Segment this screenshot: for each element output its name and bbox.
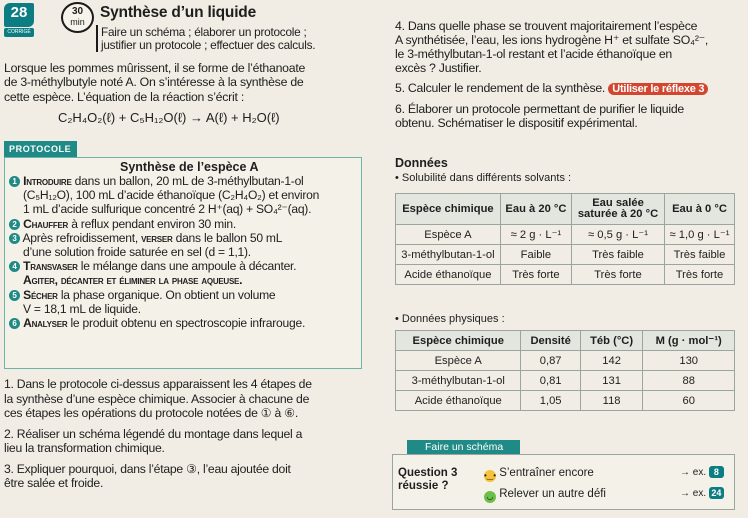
table-cell: 0,81 (521, 371, 580, 391)
table-cell: 131 (580, 371, 643, 391)
intro-line: Lorsque les pommes mûrissent, il se forme de l’éthanoate (4, 61, 306, 75)
step-verb: Chauffer (23, 216, 69, 231)
step-number: 1 (9, 176, 20, 187)
question-4: A synthétisée, l’eau, les ions hydrogène H⁺ et sulfate SO₄²⁻, (395, 33, 709, 47)
step-text: Après refroidissement, (22, 230, 138, 245)
table-row (396, 351, 735, 371)
page-title: Synthèse d’un liquide (100, 4, 256, 21)
reflex-badge[interactable]: Utiliser le réflexe 3 (608, 83, 708, 95)
table-cell: ≈ 1,0 g · L⁻¹ (665, 225, 735, 245)
step-text: dans le ballon 50 mL (175, 230, 283, 245)
exercise-label: CORRIGÉ (4, 28, 34, 37)
table-cell: Espèce A (396, 351, 521, 371)
table-cell: Très forte (500, 265, 571, 285)
table-header-row (396, 194, 735, 225)
step-5 (9, 288, 319, 302)
happy-face-icon: ◡ (484, 491, 496, 503)
timer-unit: min (70, 17, 85, 27)
table-cell: 130 (643, 351, 735, 371)
step-text: le produit obtenu en spectroscopie infrarouge. (70, 316, 306, 331)
intro-line: cette espèce. L’équation de la réaction s’écrit : (4, 89, 244, 104)
solubility-title: • Solubilité dans différents solvants : (395, 172, 572, 184)
table-header: Téb (°C) (580, 331, 643, 351)
neutral-face-icon: •‿• (484, 471, 497, 480)
table-header: Espèce chimique (396, 331, 521, 351)
step-verb: Sécher (23, 287, 58, 302)
step-verb: Introduire (23, 174, 72, 188)
table-cell: 60 (643, 391, 735, 411)
table-cell: 1,05 (521, 391, 580, 411)
physical-title: • Données physiques : (395, 313, 505, 325)
step-verb: Transvaser (23, 259, 78, 274)
question-5 (395, 81, 708, 96)
table-row (396, 265, 735, 285)
question-4: excès ? Justifier. (395, 61, 482, 75)
questions-left (4, 377, 312, 491)
exercise-badge: 24 (709, 487, 724, 499)
step-text: Agiter, décanter et éliminer la phase aqueuse. (23, 273, 243, 288)
step-3 (9, 231, 319, 245)
instruction-divider (96, 25, 98, 52)
reaction-equation: C₂H₄O₂(ℓ) + C₅H₁₂O(ℓ) → A(ℓ) + H₂O(ℓ) (58, 110, 280, 125)
table-cell: Faible (500, 245, 571, 265)
instruction-line: Faire un schéma ; élaborer un protocole ; (101, 25, 307, 39)
option-label: S’entraîner encore (499, 467, 594, 479)
step-text: la phase organique. On obtient un volume (60, 287, 276, 302)
step-number: 4 (9, 261, 20, 272)
step-text: dans un ballon, 20 mL de 3-méthylbutan-1-ol (74, 174, 304, 188)
option-challenge-ref[interactable] (680, 487, 724, 501)
protocol-title: Synthèse de l’espèce A (120, 160, 259, 174)
step-text: (C₅H₁₂O), 100 mL d’acide éthanoïque (C₂H₄O₂) et environ (23, 188, 320, 203)
option-ref: → ex. (680, 467, 707, 478)
step-number: 2 (9, 219, 20, 230)
step-text: d’une solution froide saturée en sel (d = 1,1). (23, 245, 251, 260)
option-practice-ref[interactable] (680, 466, 724, 480)
option-ref: → ex. (680, 488, 707, 499)
table-row (396, 391, 735, 411)
instruction-line: justifier un protocole ; effectuer des calculs. (101, 37, 316, 52)
step-4 (9, 259, 319, 273)
timer-icon (61, 2, 94, 33)
question-2: lieu la transformation chimique. (4, 441, 165, 455)
table-cell: Acide éthanoïque (396, 265, 501, 285)
question-3: 3. Expliquer pourquoi, dans l’étape ③, l’eau ajoutée doit (4, 461, 291, 476)
protocol-tag: PROTOCOLE (4, 141, 77, 157)
schema-tag: Faire un schéma (407, 440, 520, 454)
step-number: 3 (9, 233, 20, 244)
table-header-row (396, 331, 735, 351)
table-header: M (g · mol⁻¹) (643, 331, 735, 351)
instructions (101, 26, 315, 51)
step-verb: verser (141, 230, 173, 245)
table-row (396, 225, 735, 245)
physical-table (395, 330, 735, 411)
table-header: Densité (521, 331, 580, 351)
question-6: obtenu. Schématiser le dispositif expérimental. (395, 116, 638, 130)
step-1 (9, 174, 319, 188)
table-cell: 142 (580, 351, 643, 371)
question-check-line: réussie ? (398, 480, 449, 492)
option-practice[interactable] (484, 466, 594, 482)
intro-line: de 3-méthylbutyle noté A. On s’intéresse à la synthèse de (4, 75, 304, 90)
table-cell: 3-méthylbutan-1-ol (396, 371, 521, 391)
step-text: le mélange dans une ampoule à décanter. (80, 259, 297, 274)
step-number: 6 (9, 318, 20, 329)
table-cell: ≈ 2 g · L⁻¹ (500, 225, 571, 245)
question-1: la synthèse d’une espèce chimique. Associer à chacune de (4, 391, 310, 406)
question-check-label (398, 467, 457, 493)
table-header: Eau à 20 °C (500, 194, 571, 225)
table-cell: 88 (643, 371, 735, 391)
exercise-number: 28 (4, 3, 34, 27)
step-text: à reflux pendant environ 30 min. (71, 216, 236, 231)
question-2: 2. Réaliser un schéma légendé du montage dans lequel a (4, 426, 303, 441)
option-label: Relever un autre défi (499, 488, 606, 500)
table-cell: 0,87 (521, 351, 580, 371)
table-cell: Très forte (572, 265, 665, 285)
timer-value: 30 (71, 6, 84, 17)
question-4: 4. Dans quelle phase se trouvent majoritairement l’espèce (395, 19, 698, 33)
step-text: V = 18,1 mL de liquide. (23, 301, 141, 316)
option-challenge[interactable] (484, 487, 606, 503)
questions-right (395, 19, 708, 130)
question-4: le 3-méthylbutan-1-ol restant et l’acide éthanoïque en (395, 47, 673, 61)
table-row (396, 245, 735, 265)
step-verb: Analyser (23, 316, 68, 331)
step-2 (9, 217, 319, 231)
table-cell: 3-méthylbutan-1-ol (396, 245, 501, 265)
table-header: Eau à 0 °C (665, 194, 735, 225)
question-1: 1. Dans le protocole ci-dessus apparaissent les 4 étapes de (4, 377, 312, 391)
step-number: 5 (9, 290, 20, 301)
solubility-table (395, 193, 735, 285)
table-cell: Très forte (665, 265, 735, 285)
step-6 (9, 316, 319, 330)
protocol-steps (9, 174, 319, 330)
exercise-badge: 8 (709, 466, 724, 478)
table-header: Eau salée saturée à 20 °C (572, 194, 665, 225)
table-cell: ≈ 0,5 g · L⁻¹ (572, 225, 665, 245)
question-3: être salée et froide. (4, 476, 104, 490)
table-cell: Acide éthanoïque (396, 391, 521, 411)
table-cell: Très faible (665, 245, 735, 265)
intro-text (4, 61, 305, 104)
table-cell: 118 (580, 391, 643, 411)
question-check-line: Question 3 (398, 467, 458, 479)
question-1: ces étapes les opérations du protocole notées de ① à ⑥. (4, 406, 299, 420)
question-5-text: 5. Calculer le rendement de la synthèse. (395, 81, 606, 95)
table-header: Espèce chimique (396, 194, 501, 225)
step-text: 1 mL d’acide sulfurique concentré 2 H⁺(aq) + SO₄²⁻(aq). (23, 202, 312, 217)
donnees-title: Données (395, 156, 448, 170)
table-cell: Très faible (572, 245, 665, 265)
table-cell: Espèce A (396, 225, 501, 245)
question-6: 6. Élaborer un protocole permettant de purifier le liquide (395, 102, 685, 116)
table-row (396, 371, 735, 391)
